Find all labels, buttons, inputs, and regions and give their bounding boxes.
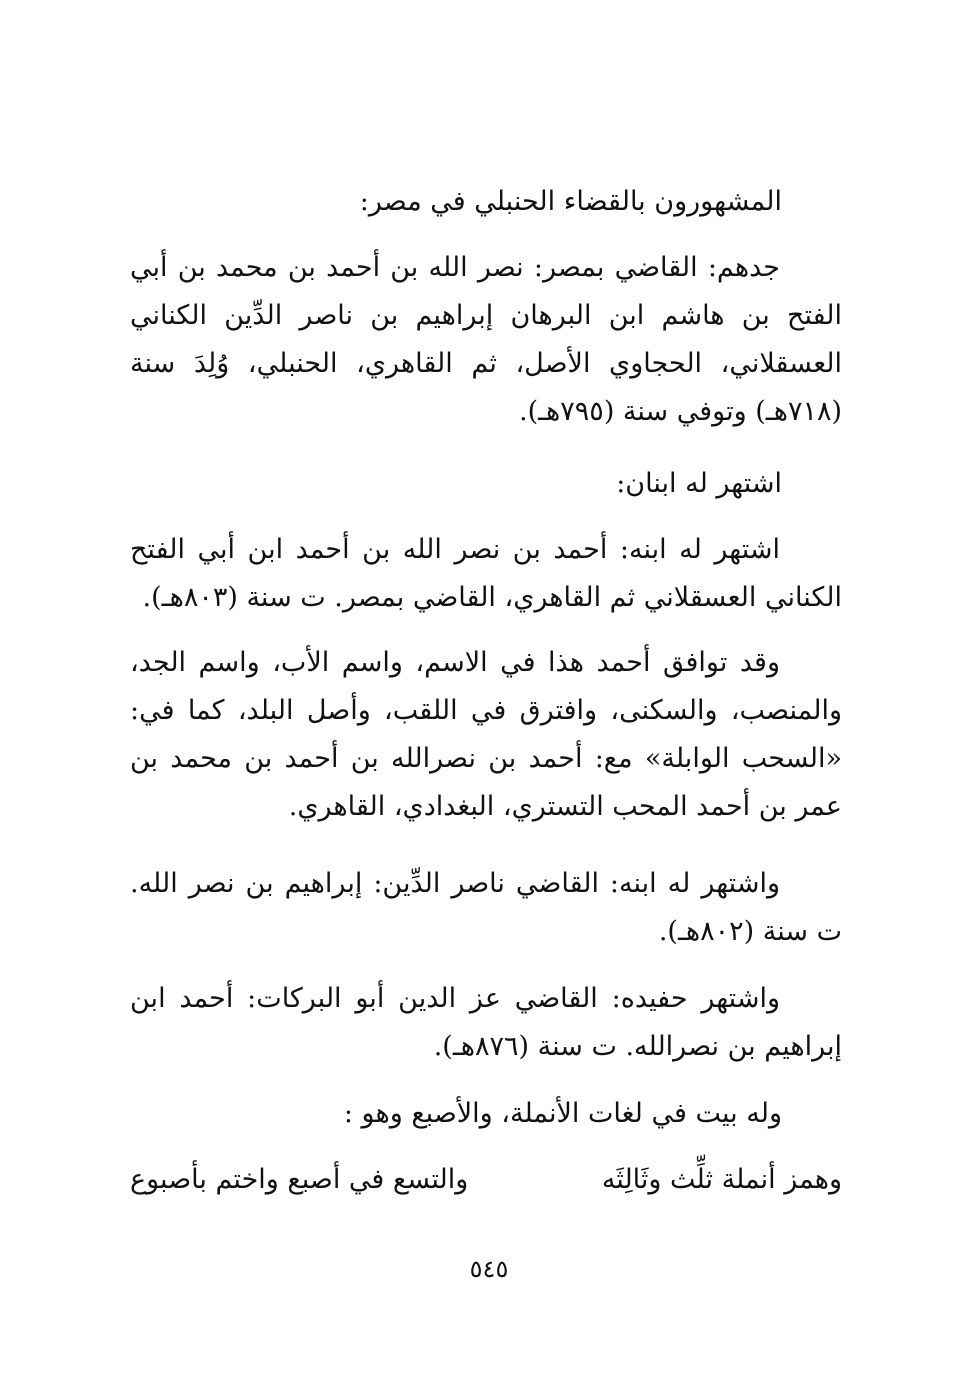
sons-heading: اشتهر له ابنان: (616, 468, 782, 499)
verse-second-hemistich: والتسع في أصبع واختم بأصبوع (130, 1164, 469, 1195)
intro-line: المشهورون بالقضاء الحنبلي في مصر: (359, 186, 782, 217)
paragraph-grandfather: جدهم: القاضي بمصر: نصر الله بن أحمد بن محمد بن أبي الفتح بن هاشم ابن البرهان إبراهيم بن ناصر الدِّين الكناني العسقلاني، الحجاوي الأصل، ثم القاهري، الحنبلي، وُلِدَ سنة (٧١٨هـ) وتوفي سنة (٧٩٥هـ). (130, 252, 842, 427)
poetry-verse (130, 1156, 842, 1204)
paragraph-son-ahmad: اشتهر له ابنه: أحمد بن نصر الله بن أحمد ابن أبي الفتح الكناني العسقلاني ثم القاهري، القاضي بمصر. ت سنة (٨٠٣هـ). (130, 534, 842, 613)
page-number: ٥٤٥ (469, 1255, 509, 1283)
paragraph-coincidence: وقد توافق أحمد هذا في الاسم، واسم الأب، واسم الجد، والمنصب، والسكنى، وافترق في اللقب، وأصل البلد، كما في: «السحب الوابلة» مع: أحمد بن نصرالله بن أحمد بن محمد بن عمر بن أحمد المحب التستري، البغدادي، القاهري. (130, 647, 842, 822)
verse-first-hemistich: وهمز أنملة ثلِّث وثَالِثَه (601, 1164, 842, 1195)
paragraph-son-ibrahim: واشتهر له ابنه: القاضي ناصر الدِّين: إبراهيم بن نصر الله. ت سنة (٨٠٢هـ). (130, 868, 842, 947)
verse-intro: وله بيت في لغات الأنملة، والأصبع وهو : (343, 1098, 782, 1129)
paragraph-grandson: واشتهر حفيده: القاضي عز الدين أبو البركات: أحمد ابن إبراهيم بن نصرالله. ت سنة (٨٧٦هـ). (130, 983, 842, 1062)
